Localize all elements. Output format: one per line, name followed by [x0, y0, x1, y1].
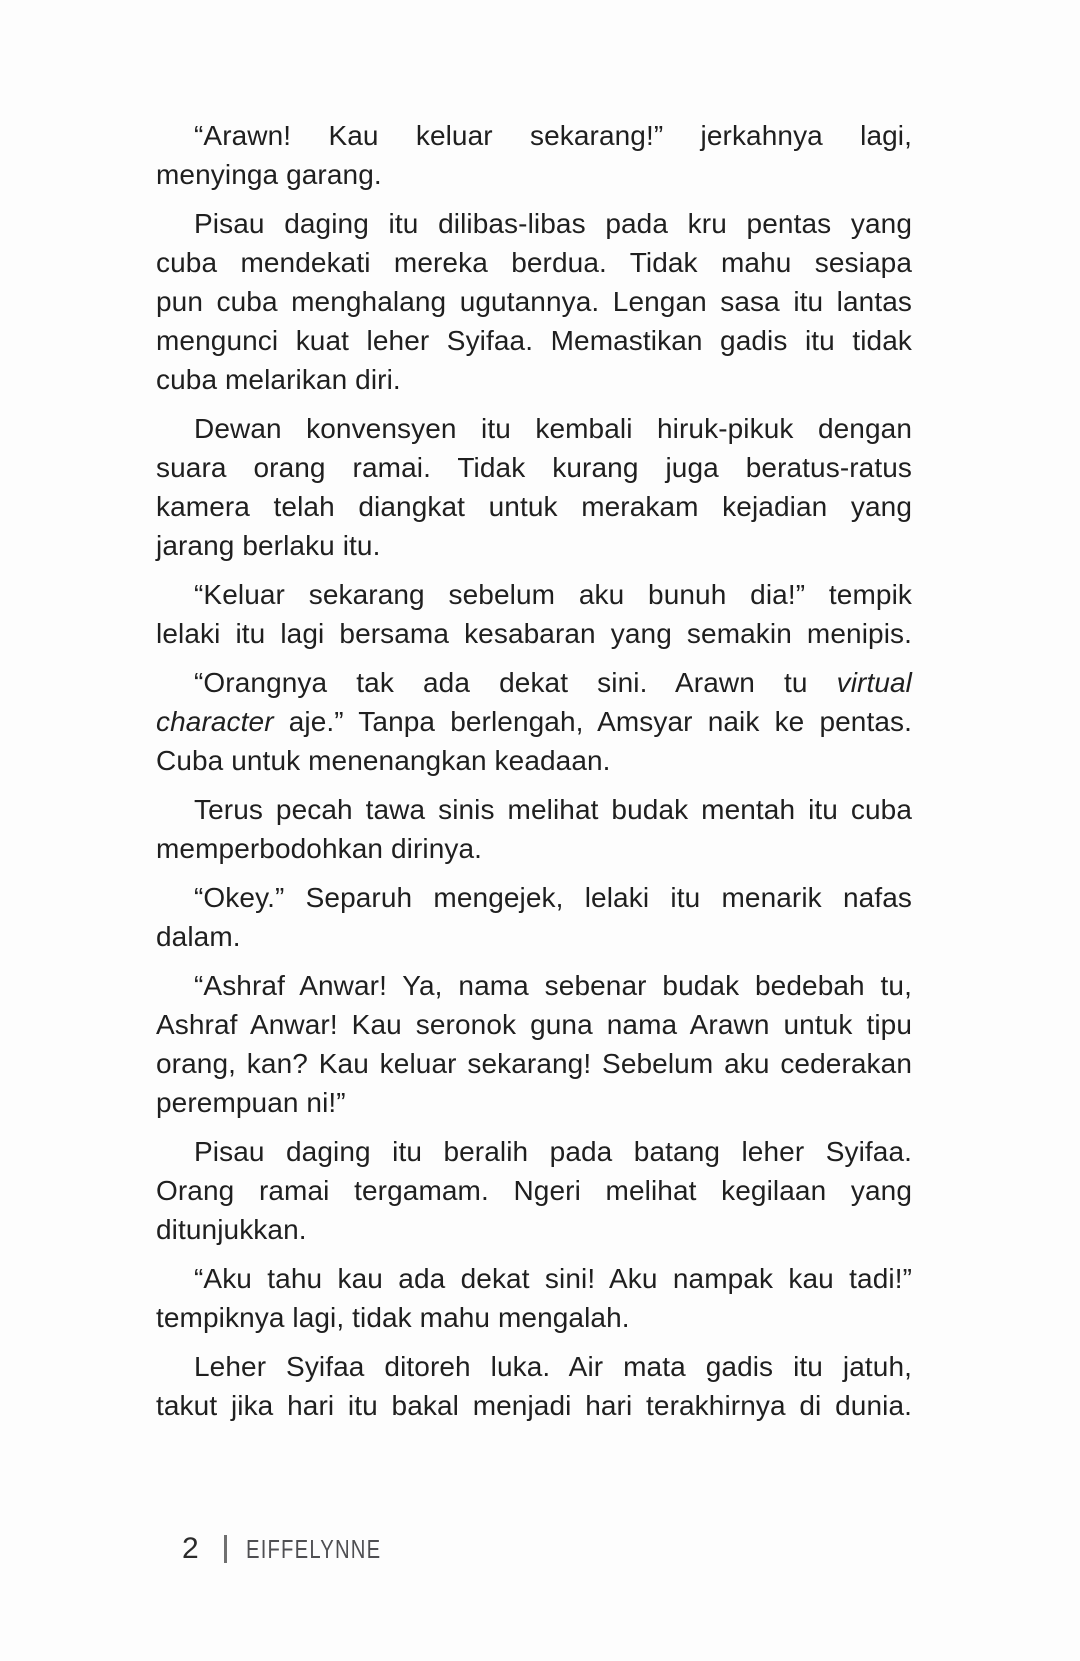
- paragraph: [156, 1259, 912, 1337]
- page-number: 2: [182, 1532, 199, 1565]
- text-segment: kamera telah diangkat untuk merakam kejadian yang: [156, 491, 912, 522]
- text-segment: “Keluar sekarang sebelum aku bunuh dia!” tempik: [194, 579, 912, 610]
- text-segment: aje.” Tanpa berlengah, Amsyar naik ke pentas.: [273, 706, 912, 737]
- text-segment: tempiknya lagi, tidak mahu mengalah.: [156, 1302, 630, 1333]
- page-footer: [182, 1533, 419, 1565]
- text-line: [156, 790, 912, 829]
- paragraph: [156, 116, 912, 194]
- text-line: [156, 1386, 912, 1425]
- text-line: [156, 360, 912, 399]
- text-line: [156, 917, 912, 956]
- text-segment: takut jika hari itu bakal menjadi hari terakhirnya di dunia.: [156, 1390, 912, 1421]
- text-line: [156, 487, 912, 526]
- text-segment: menyinga garang.: [156, 159, 382, 190]
- text-segment: Pisau daging itu dilibas-libas pada kru pentas yang: [194, 208, 912, 239]
- text-line: [156, 409, 912, 448]
- text-line: [156, 321, 912, 360]
- text-line: [156, 1347, 912, 1386]
- text-segment: “Orangnya tak ada dekat sini. Arawn tu: [194, 667, 837, 698]
- text-line: [156, 1083, 912, 1122]
- paragraph: [156, 409, 912, 565]
- text-segment: Orang ramai tergamam. Ngeri melihat kegilaan yang: [156, 1175, 912, 1206]
- paragraph: [156, 790, 912, 868]
- text-segment: perempuan ni!”: [156, 1087, 346, 1118]
- text-segment: Leher Syifaa ditoreh luka. Air mata gadis itu jatuh,: [194, 1351, 912, 1382]
- text-segment: dalam.: [156, 921, 241, 952]
- text-line: [156, 702, 912, 741]
- text-line: [156, 1171, 912, 1210]
- text-line: [156, 1005, 912, 1044]
- text-line: [156, 204, 912, 243]
- text-segment: mengunci kuat leher Syifaa. Memastikan gadis itu tidak: [156, 325, 912, 356]
- paragraph: [156, 966, 912, 1122]
- italic-text: virtual: [836, 667, 912, 698]
- text-segment: orang, kan? Kau keluar sekarang! Sebelum aku cederakan: [156, 1048, 912, 1079]
- text-segment: cuba melarikan diri.: [156, 364, 401, 395]
- text-line: [156, 829, 912, 868]
- text-segment: Cuba untuk menenangkan keadaan.: [156, 745, 611, 776]
- text-line: [156, 1259, 912, 1298]
- text-segment: “Arawn! Kau keluar sekarang!” jerkahnya lagi,: [194, 120, 912, 151]
- text-segment: suara orang ramai. Tidak kurang juga beratus-ratus: [156, 452, 912, 483]
- text-line: [156, 966, 912, 1005]
- text-line: [156, 878, 912, 917]
- text-line: [156, 526, 912, 565]
- text-segment: cuba mendekati mereka berdua. Tidak mahu sesiapa: [156, 247, 912, 278]
- text-segment: memperbodohkan dirinya.: [156, 833, 483, 864]
- paragraph: [156, 878, 912, 956]
- text-line: [156, 1132, 912, 1171]
- text-line: [156, 448, 912, 487]
- text-line: [156, 1298, 912, 1337]
- text-line: [156, 155, 912, 194]
- paragraph: [156, 575, 912, 653]
- text-segment: Pisau daging itu beralih pada batang leher Syifaa.: [194, 1136, 912, 1167]
- text-segment: Terus pecah tawa sinis melihat budak mentah itu cuba: [194, 794, 912, 825]
- italic-text: character: [156, 706, 274, 737]
- text-line: [156, 116, 912, 155]
- text-segment: pun cuba menghalang ugutannya. Lengan sasa itu lantas: [156, 286, 912, 317]
- book-title: EIFFELYNNE: [245, 1534, 381, 1564]
- paragraph: [156, 1132, 912, 1249]
- text-segment: “Aku tahu kau ada dekat sini! Aku nampak kau tadi!”: [194, 1263, 912, 1294]
- text-line: [156, 575, 912, 614]
- text-segment: Ashraf Anwar! Kau seronok guna nama Arawn untuk tipu: [156, 1009, 912, 1040]
- text-line: [156, 282, 912, 321]
- page-text: [156, 116, 912, 1425]
- text-line: [156, 1210, 912, 1249]
- text-segment: ditunjukkan.: [156, 1214, 307, 1245]
- text-segment: lelaki itu lagi bersama kesabaran yang semakin menipis.: [156, 618, 912, 649]
- paragraph: [156, 663, 912, 780]
- text-line: [156, 663, 912, 702]
- paragraph: [156, 204, 912, 399]
- text-line: [156, 1044, 912, 1083]
- text-line: [156, 243, 912, 282]
- text-line: [156, 614, 912, 653]
- text-segment: jarang berlaku itu.: [156, 530, 381, 561]
- text-segment: “Ashraf Anwar! Ya, nama sebenar budak bedebah tu,: [194, 970, 912, 1001]
- text-segment: Dewan konvensyen itu kembali hiruk-pikuk dengan: [194, 413, 912, 444]
- text-segment: “Okey.” Separuh mengejek, lelaki itu menarik nafas: [194, 882, 912, 913]
- paragraph: [156, 1347, 912, 1425]
- text-line: [156, 741, 912, 780]
- footer-separator: [224, 1535, 227, 1563]
